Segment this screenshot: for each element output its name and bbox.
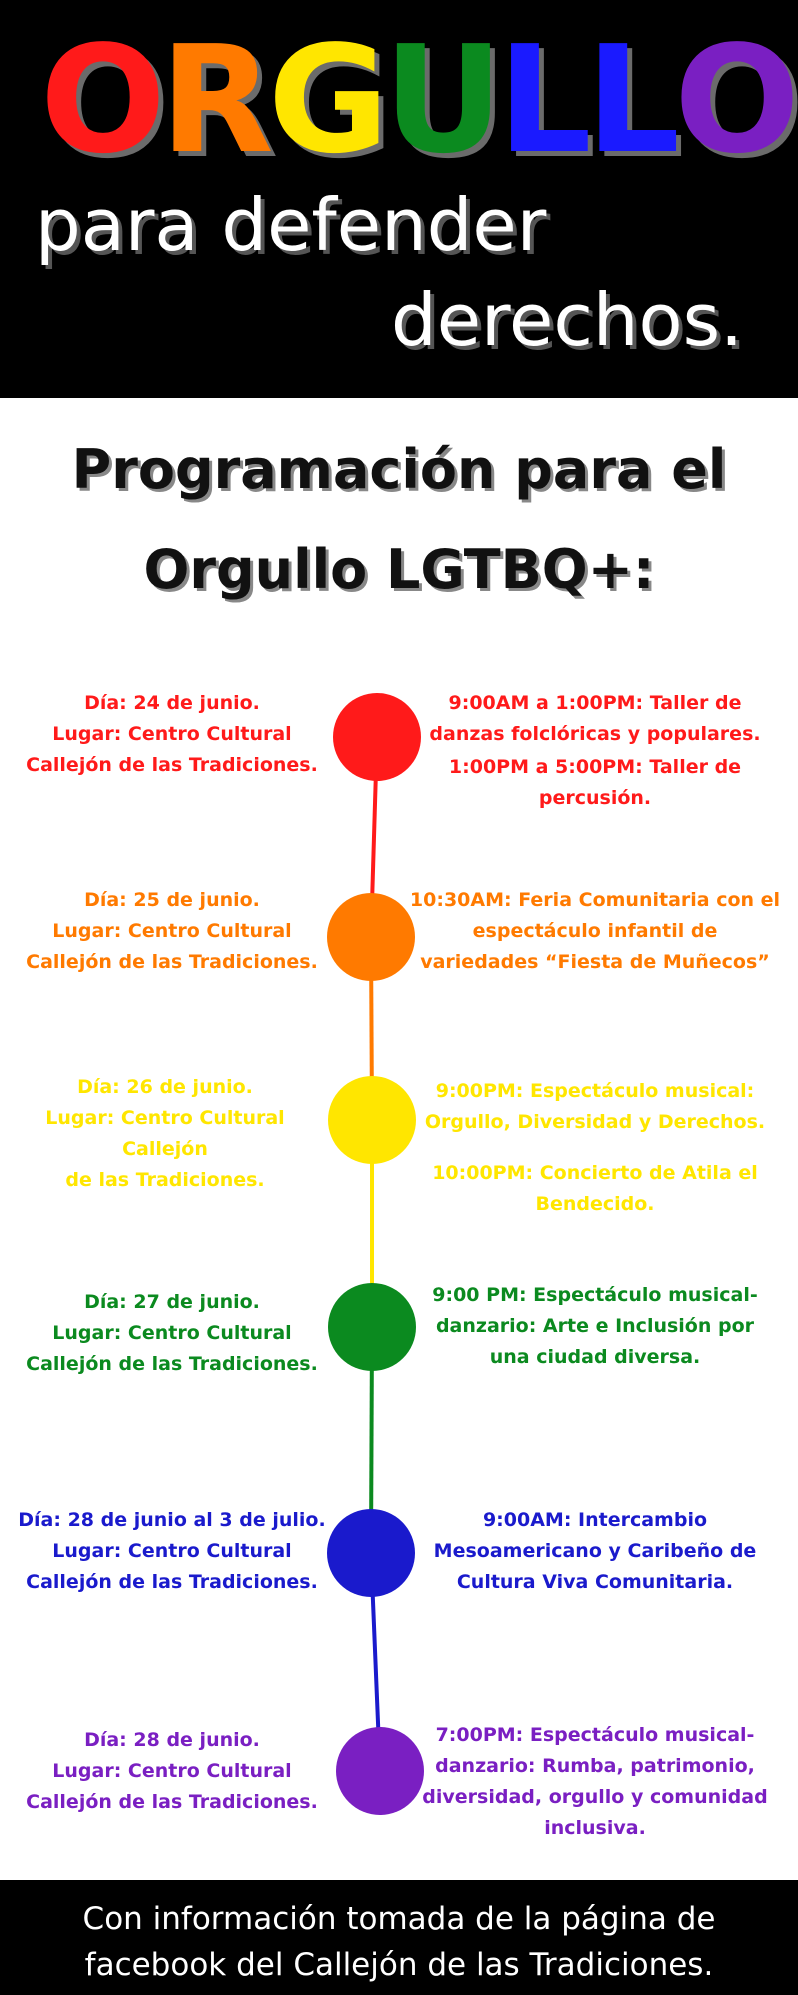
event-place: Lugar: Centro Cultural Callejón de las Tradiciones. (26, 1760, 318, 1813)
event-activity: 10:30AM: Feria Comunitaria con el espectáculo infantil de variedades “Fiesta de Muñecos” (409, 889, 781, 973)
event-activities (400, 885, 790, 978)
event-date-place (12, 1287, 332, 1380)
event-date: Día: 27 de junio. (84, 1291, 260, 1313)
event-place: Lugar: Centro Cultural Callejón de las Tradiciones. (26, 1322, 318, 1375)
event-activity: 9:00 PM: Espectáculo musical- danzario: Arte e Inclusión por una ciudad diversa. (432, 1284, 758, 1368)
event-place: Lugar: Centro Cultural Callejón de las Tradiciones. (26, 1540, 318, 1593)
event-date: Día: 25 de junio. (84, 889, 260, 911)
subtitle-line-2: derechos. (391, 278, 743, 362)
event-activities (400, 688, 790, 814)
event-date-place (12, 688, 332, 781)
event-date: Día: 26 de junio. (77, 1076, 253, 1098)
subtitle-line-1: para defender (35, 183, 547, 267)
event-activity: 10:00PM: Concierto de Atila el Bendecido. (432, 1162, 758, 1215)
event-activities (400, 1505, 790, 1598)
event-place: Lugar: Centro Cultural Callejón de las Tradiciones. (26, 723, 318, 776)
footer-banner (0, 1880, 798, 1995)
event-date: Día: 24 de junio. (84, 692, 260, 714)
title-letter: G (267, 14, 384, 186)
event-activity: 1:00PM a 5:00PM: Taller de percusión. (448, 756, 742, 809)
title-letter: L (585, 14, 675, 186)
program-heading-line-2: Orgullo LGTBQ+: (143, 538, 655, 601)
event-place: Lugar: Centro Cultural Callejón de las Tradiciones. (45, 1107, 285, 1191)
event-activity: 9:00PM: Espectáculo musical: Orgullo, Diversidad y Derechos. (424, 1080, 766, 1133)
event-activity: 9:00AM a 1:00PM: Taller de danzas folclóricas y populares. (429, 692, 761, 745)
title-letter: O (40, 14, 160, 186)
event-activities (400, 1076, 790, 1220)
event-place: Lugar: Centro Cultural Callejón de las Tradiciones. (26, 920, 318, 973)
event-date-place (12, 885, 332, 978)
program-heading-line-1: Programación para el (71, 438, 727, 501)
event-date: Día: 28 de junio al 3 de julio. (18, 1509, 326, 1531)
event-activity: 7:00PM: Espectáculo musical- danzario: Rumba, patrimonio, diversidad, orgullo y comunidad inclusiva. (422, 1724, 768, 1839)
title-letter: L (497, 14, 586, 186)
event-date-place (12, 1505, 332, 1598)
event-date-place (12, 1725, 332, 1818)
title-letter: U (383, 14, 498, 186)
event-activities (400, 1280, 790, 1373)
footer-source-text: Con información tomada de la página de facebook del Callejón de las Tradiciones. (82, 1901, 716, 1983)
event-activities (400, 1720, 790, 1844)
event-date-place (5, 1072, 325, 1196)
event-activity: 9:00AM: Intercambio Mesoamericano y Caribeño de Cultura Viva Comunitaria. (433, 1509, 757, 1593)
title-letter: R (159, 14, 268, 186)
title-letter: O (674, 14, 794, 186)
event-date: Día: 28 de junio. (84, 1729, 260, 1751)
